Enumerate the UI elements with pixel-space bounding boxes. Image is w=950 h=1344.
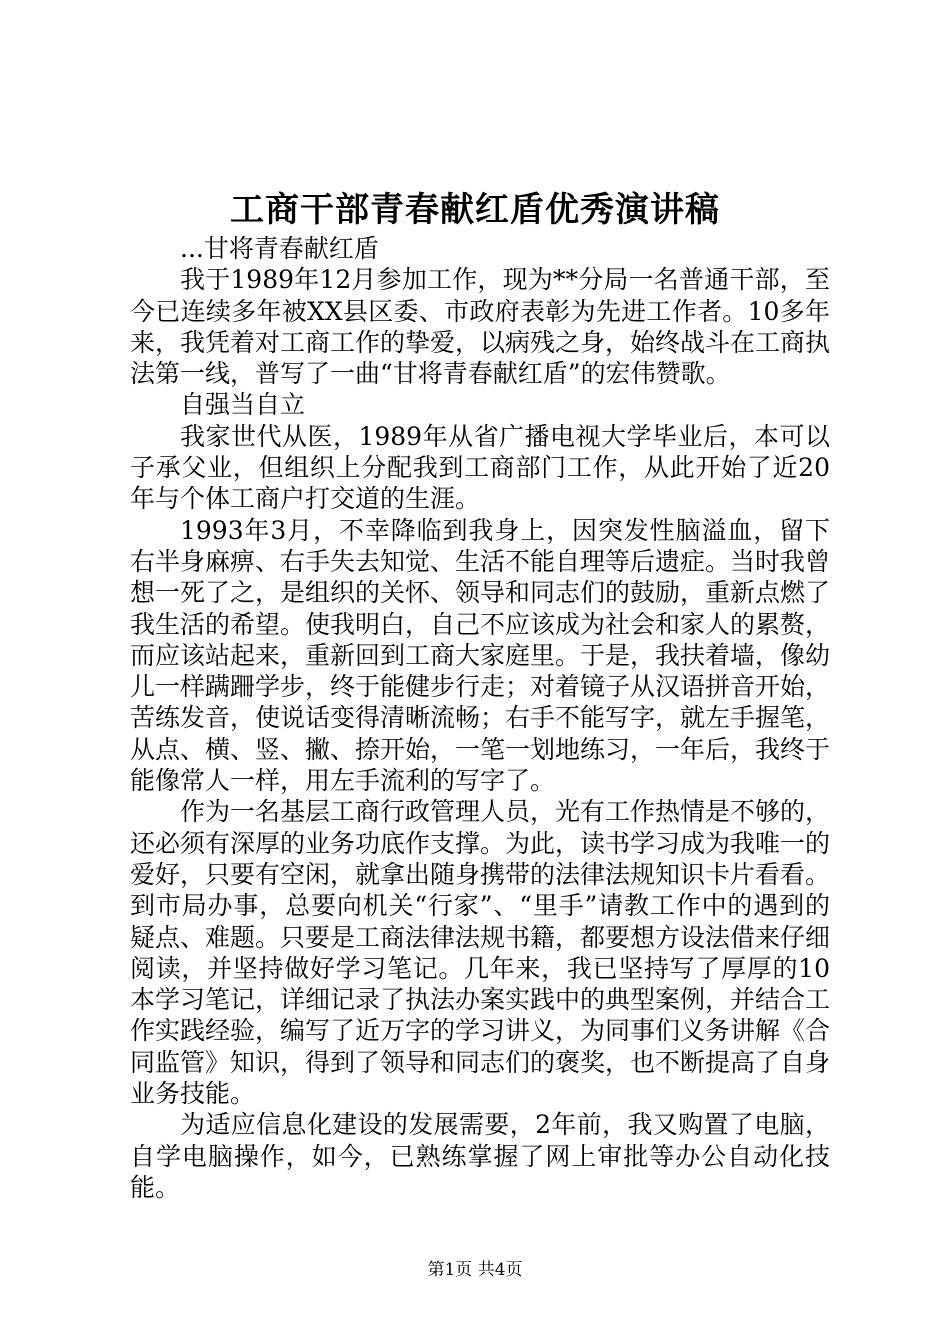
subtitle-paragraph: ...甘将青春献红盾: [180, 234, 379, 263]
document-body: [130, 233, 830, 1203]
intro-paragraph: 我于1989年12月参加工作，现为**分局一名普通干部，至今已连续多年被XX县区委、市政府表彰为先进工作者。10多年来，我凭着对工商工作的挚爱，以病残之身，始终战斗在工商执法第一线，普写了一曲“甘将青春献红盾”的宏伟赞歌。: [130, 265, 831, 389]
section-heading: 自强当自立: [180, 390, 306, 420]
document-title: 工商干部青春献红盾优秀演讲稿: [230, 190, 720, 230]
page-number-footer: 第1页 共4页: [427, 1260, 523, 1280]
body-paragraph: 为适应信息化建设的发展需要，2年前，我又购置了电脑，自学电脑操作，如今，已熟练掌握了网上审批等办公自动化技能。: [130, 1110, 830, 1202]
body-paragraph: 我家世代从医，1989年从省广播电视大学毕业后，本可以子承父业，但组织上分配我到工商部门工作，从此开始了近20年与个体工商户打交道的生涯。: [130, 421, 830, 514]
body-paragraph: 作为一名基层工商行政管理人员，光有工作热情是不够的，还必须有深厚的业务功底作支撑。为此，读书学习成为我唯一的爱好，只要有空闲，就拿出随身携带的法律法规知识卡片看看。到市局办事，总要向机关“行家”、“里手”请教工作中的遇到的疑点、难题。只要是工商法律法规书籍，都要想方设法借来仔细阅读，并坚持做好学习笔记。几年来，我已坚持写了厚厚的10本学习笔记，详细记录了执法办案实践中的典型案例，并结合工作实践经验，编写了近万字的学习讲义，为同事们义务讲解《合同监管》知识，得到了领导和同志们的褒奖，也不断提高了自身业务技能。: [130, 797, 831, 1109]
body-paragraph: 1993年3月，不幸降临到我身上，因突发性脑溢血，留下右半身麻痹、右手失去知觉、生活不能自理等后遗症。当时我曾想一死了之，是组织的关怀、领导和同志们的鼓励，重新点燃了我生活的希望。使我明白，自己不应该成为社会和家人的累赘，而应该站起来，重新回到工商大家庭里。于是，我扶着墙，像幼儿一样蹒跚学步，终于能健步行走；对着镜子从汉语拼音开始，苦练发音，使说话变得清晰流畅；右手不能写字，就左手握笔，从点、横、竖、撇、捺开始，一笔一划地练习，一年后，我终于能像常人一样，用左手流利的写字了。: [130, 515, 831, 796]
